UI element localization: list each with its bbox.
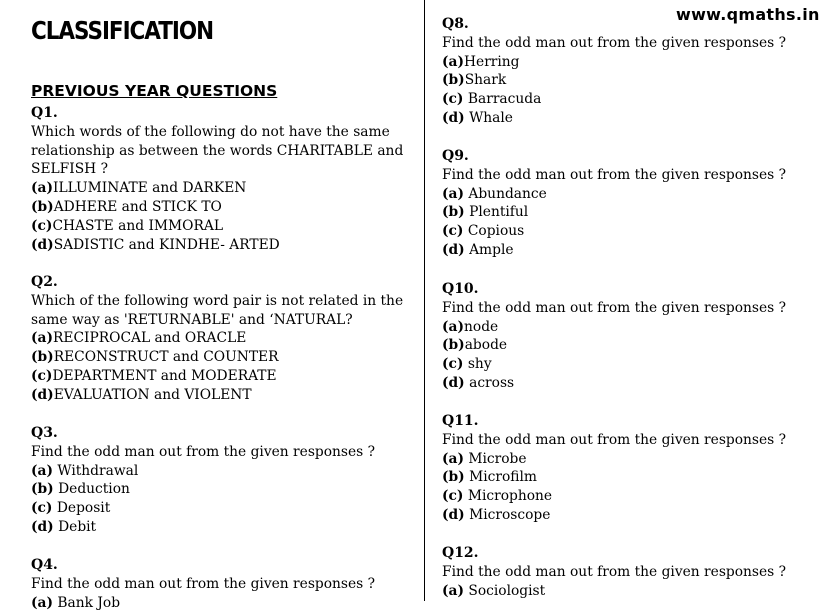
answer-option (442, 109, 786, 128)
answer-option (442, 203, 786, 222)
question-text: Find the odd man out from the given responses ? (442, 34, 787, 51)
question-number: Q3. (31, 425, 58, 441)
option-key: (b) (442, 469, 465, 486)
question-block (442, 280, 786, 393)
option-text: Shark (464, 72, 507, 89)
option-text: ADHERE and STICK TO (53, 198, 222, 215)
answer-option (31, 236, 403, 255)
option-text: Microfilm (464, 469, 537, 486)
answer-option (442, 468, 786, 487)
answer-option (31, 367, 403, 386)
option-key: (a) (442, 318, 464, 335)
answer-option (442, 53, 786, 72)
option-text: abode (464, 337, 508, 354)
question-text: Find the odd man out from the given responses ? (31, 575, 376, 592)
option-text: Plentiful (464, 204, 529, 221)
option-text: across (464, 374, 515, 391)
question-block (442, 15, 786, 128)
answer-option (442, 355, 786, 374)
option-text: node (464, 318, 499, 335)
question-number: Q9. (442, 148, 469, 164)
option-text: Withdrawal (53, 462, 139, 479)
option-key: (c) (442, 91, 464, 108)
option-key: (a) (31, 180, 53, 197)
question-number: Q12. (442, 545, 479, 561)
question-number: Q2. (31, 274, 58, 290)
option-key: (d) (31, 236, 54, 253)
answer-option (31, 518, 375, 537)
option-text: ILLUMINATE and DARKEN (53, 180, 247, 197)
option-key: (d) (442, 506, 465, 523)
option-key: (c) (442, 223, 464, 240)
question-text: Find the odd man out from the given responses ? (442, 299, 787, 316)
site-url: www.qmaths.in (676, 5, 820, 24)
option-key: (b) (31, 198, 54, 215)
option-text: SADISTIC and KINDHE- ARTED (53, 236, 280, 253)
option-key: (a) (442, 185, 464, 202)
option-key: (a) (442, 450, 464, 467)
option-key: (b) (31, 481, 54, 498)
option-text: Microphone (463, 488, 553, 505)
option-key: (a) (442, 53, 464, 70)
answer-option (442, 71, 786, 90)
option-key: (c) (442, 356, 464, 373)
question-text: Find the odd man out from the given responses ? (442, 166, 787, 183)
question-block (31, 104, 403, 254)
option-text: Barracuda (463, 91, 542, 108)
answer-option (442, 222, 786, 241)
answer-option (31, 198, 403, 217)
option-key: (b) (31, 349, 54, 366)
question-text: Find the odd man out from the given responses ? (31, 443, 376, 460)
option-key: (a) (31, 462, 53, 479)
option-text: EVALUATION and VIOLENT (53, 386, 252, 403)
question-text: Which words of the following do not have the same (31, 123, 390, 140)
option-key: (c) (31, 500, 53, 517)
option-key: (c) (31, 217, 53, 234)
answer-option (442, 185, 786, 204)
answer-option (31, 499, 375, 518)
option-text: Abundance (464, 185, 547, 202)
column-divider (424, 0, 425, 601)
answer-option (442, 374, 786, 393)
option-key: (d) (442, 241, 465, 258)
answer-option (442, 450, 786, 469)
answer-option (442, 318, 786, 337)
option-key: (d) (31, 518, 54, 535)
question-block (442, 147, 786, 260)
option-key: (b) (442, 204, 465, 221)
question-block (31, 556, 375, 612)
question-number: Q10. (442, 281, 479, 297)
option-text: Deduction (53, 481, 130, 498)
answer-option (31, 348, 403, 367)
question-block (31, 424, 375, 537)
option-key: (a) (442, 582, 464, 599)
question-number: Q8. (442, 16, 469, 32)
answer-option (31, 217, 403, 236)
option-key: (b) (442, 72, 465, 89)
question-number: Q1. (31, 105, 58, 121)
option-key: (c) (31, 367, 53, 384)
page-title: CLASSIFICATION (31, 16, 214, 45)
option-key: (a) (31, 594, 53, 611)
option-key: (d) (31, 386, 54, 403)
question-block (31, 273, 403, 405)
option-key: (d) (442, 109, 465, 126)
option-text: RECIPROCAL and ORACLE (53, 330, 247, 347)
option-text: Bank Job (53, 594, 121, 611)
question-number: Q4. (31, 557, 58, 573)
answer-option (442, 241, 786, 260)
answer-option (31, 480, 375, 499)
option-key: (d) (442, 374, 465, 391)
option-text: RECONSTRUCT and COUNTER (53, 349, 279, 366)
option-text: CHASTE and IMMORAL (52, 217, 223, 234)
option-key: (c) (442, 488, 464, 505)
question-text: same way as 'RETURNABLE' and ‘NATURAL? (31, 311, 353, 328)
question-text: Find the odd man out from the given responses ? (442, 431, 787, 448)
option-text: Herring (464, 53, 520, 70)
option-text: Deposit (52, 500, 111, 517)
option-key: (a) (31, 330, 53, 347)
question-text: relationship as between the words CHARITABLE and (31, 142, 404, 159)
option-text: Microscope (464, 506, 551, 523)
answer-option (31, 386, 403, 405)
answer-option (31, 594, 375, 612)
answer-option (442, 336, 786, 355)
option-text: shy (463, 356, 492, 373)
question-text: Which of the following word pair is not related in the (31, 292, 404, 309)
option-text: Copious (463, 223, 525, 240)
question-block (442, 544, 786, 600)
section-heading: PREVIOUS YEAR QUESTIONS (31, 82, 278, 100)
answer-option (31, 329, 403, 348)
option-text: Ample (464, 241, 514, 258)
question-text: SELFISH ? (31, 161, 108, 178)
answer-option (31, 179, 403, 198)
question-text: Find the odd man out from the given responses ? (442, 563, 787, 580)
question-block (442, 412, 786, 525)
option-text: Microbe (464, 450, 527, 467)
answer-option (442, 506, 786, 525)
answer-option (442, 582, 786, 601)
answer-option (31, 462, 375, 481)
option-text: Sociologist (464, 582, 546, 599)
question-number: Q11. (442, 413, 479, 429)
answer-option (442, 90, 786, 109)
option-text: Whale (464, 109, 513, 126)
option-text: DEPARTMENT and MODERATE (52, 367, 277, 384)
option-text: Debit (53, 518, 97, 535)
answer-option (442, 487, 786, 506)
option-key: (b) (442, 337, 465, 354)
